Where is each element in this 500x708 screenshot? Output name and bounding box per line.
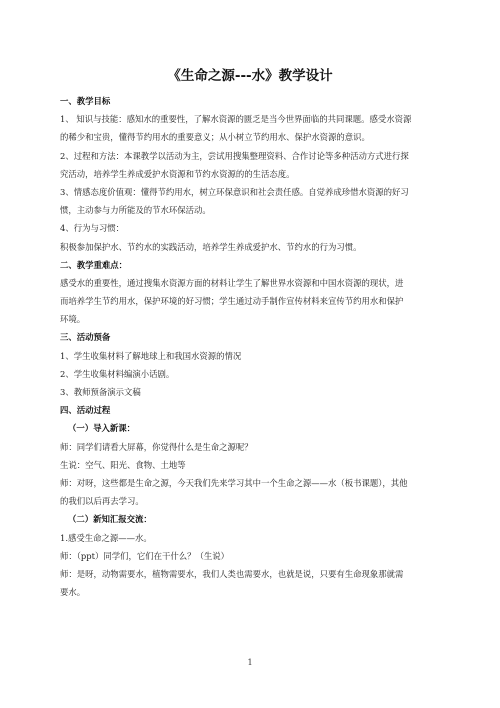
body-text-line: 要水。 (60, 587, 86, 598)
body-text-line: 师：是呀，动物需要水，植物需要水，我们人类也需要水，也就是说，只要有生命现象那就需 (60, 568, 404, 579)
body-text-line: 惯，主动参与力所能及的节水环保活动。 (60, 205, 211, 216)
body-text-line: 师：对呀，这些都是生命之源，今天我们先来学习其中一个生命之源——水（板书课题），其他 (60, 477, 408, 488)
body-text-line: 的稀少和宝贵，懂得节约用水的重要意义；从小树立节约用水、保护水资源的意识。 (60, 132, 370, 143)
body-text-line: 1、 知识与技能：感知水的重要性，了解水资源的匮乏是当今世界面临的共同课题。感受水资源 (60, 114, 412, 125)
body-text-line: 2、过程和方法：本课教学以活动为主，尝试用搜集整理资料、合作讨论等多种活动方式进行探 (60, 150, 409, 161)
body-text-line: 生说：空气、阳光、食物、土地等 (60, 459, 186, 470)
section-heading: 一、教学目标 (60, 96, 111, 106)
body-text-line: 2、学生收集材料编演小话剧。 (60, 368, 175, 379)
section-heading: 三、活动预备 (60, 332, 111, 343)
section-heading: 二、教学重难点： (60, 259, 127, 270)
document-title: 《生命之源---水》教学设计 (167, 68, 333, 84)
page-number: 1 (247, 658, 253, 667)
body-text-line: 师：（ppt）同学们，它们在干什么？（生说） (60, 550, 230, 561)
section-heading: 四、活动过程 (60, 405, 111, 416)
subsection-heading: （二）新知汇报交流： (68, 514, 152, 525)
body-text-line: 的我们以后再去学习。 (60, 496, 144, 507)
body-text-line: 4、行为与习惯： (60, 223, 124, 234)
document-body (60, 92, 452, 601)
subsection-heading: （一）导入新课： (68, 423, 135, 434)
body-text-line: 究活动，培养学生养成爱护水资源和节约水资源的的生活态度。 (60, 168, 295, 179)
body-text-line: 积极参加保护水、节约水的实践活动，培养学生养成爱护水、节约水的行为习惯。 (60, 241, 362, 252)
body-text-line: 1.感受生命之源——水。 (60, 532, 152, 543)
body-text-line: 师：同学们请看大屏幕，你觉得什么是生命之源呢？ (60, 441, 253, 452)
body-text-line: 3、情感态度价值观：懂得节约用水，树立环保意识和社会责任感。自觉养成珍惜水资源的好习 (60, 186, 409, 197)
body-text-line: 感受水的重要性，通过搜集水资源方面的材料让学生了解世界水资源和中国水资源的现状，进 (60, 277, 404, 288)
body-text-line: 3、教师预备演示文稿 (60, 387, 141, 397)
body-text-line: 环境。 (60, 314, 86, 325)
body-text-line: 1、学生收集材料了解地球上和我国水资源的情况 (60, 350, 242, 361)
body-text-line: 而培养学生节约用水，保护环境的好习惯；学生通过动手制作宣传材料来宣传节约用水和保护 (60, 296, 404, 307)
